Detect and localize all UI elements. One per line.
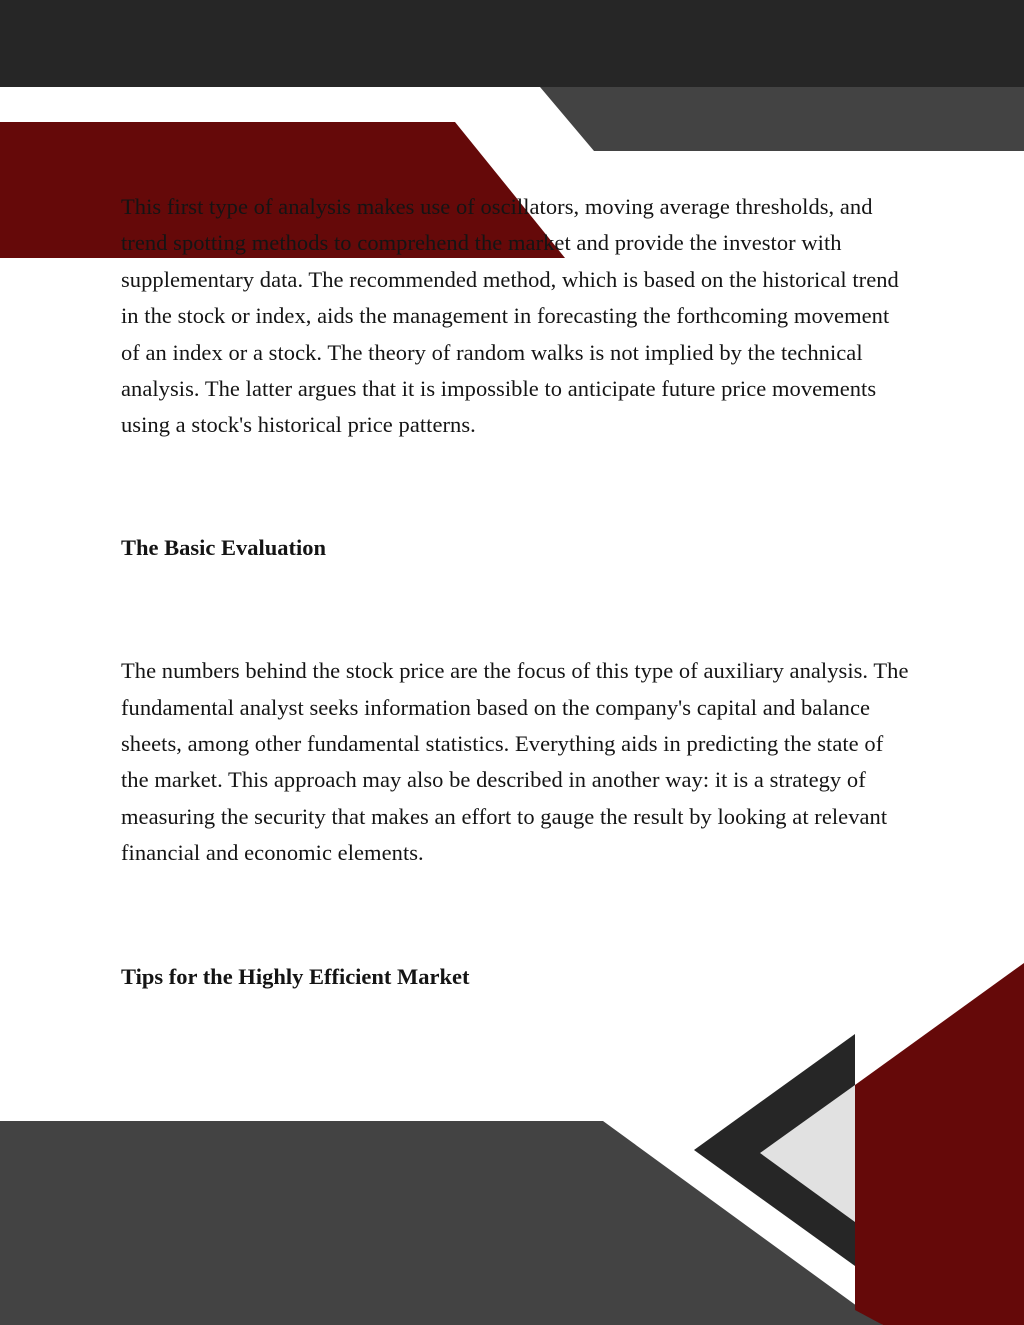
document-body [121,189,911,995]
heading-basic-evaluation: The Basic Evaluation [121,534,327,560]
bottom-maroon-triangle [855,963,1024,1325]
paragraph-fundamental-analysis: The numbers behind the stock price are the focus of this type of auxiliary analysis. The fundamental analyst seeks information based on the company's capital and balance sheets, among other fundamental statistics. Everything aids in predicting the state of the market. This approach may also be described in another way: it is a strategy of measuring the security that makes an effort to gauge the result by looking at relevant financial and economic elements. [121,658,909,866]
top-gray-slant-band [540,87,1024,151]
top-dark-band [0,0,1024,87]
heading-efficient-market-tips: Tips for the Highly Efficient Market [121,963,470,989]
paragraph-technical-analysis: This first type of analysis makes use of oscillators, moving average thresholds, and trend spotting methods to comprehend the market and provide the investor with supplementary data. The recommended method, which is based on the historical trend in the stock or index, aids the management in forecasting the forthcoming movement of an index or a stock. The theory of random walks is not implied by the technical analysis. The latter argues that it is impossible to anticipate future price movements using a stock's historical price patterns. [121,194,899,438]
